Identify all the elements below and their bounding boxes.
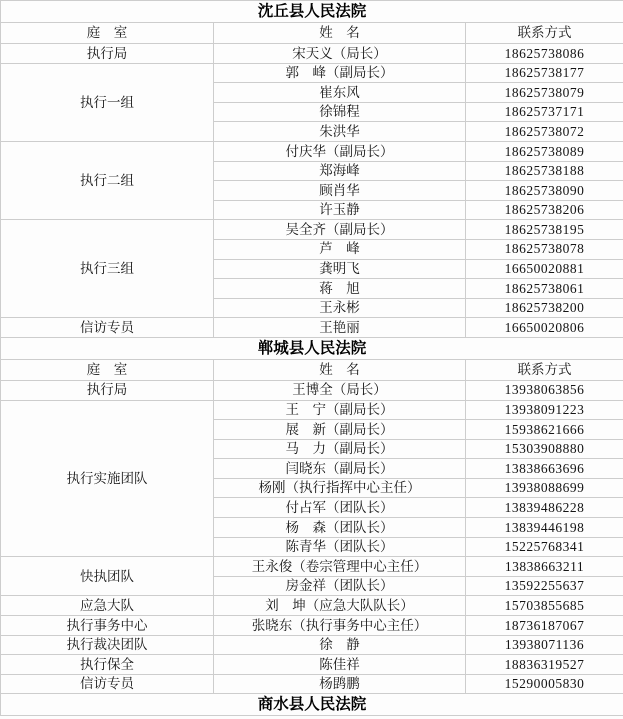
- department-cell: 执行事务中心: [1, 616, 214, 636]
- contact-row: [1, 635, 623, 655]
- phone-cell: 13938091223: [466, 400, 623, 420]
- contact-row: [1, 557, 623, 577]
- name-cell: 郭 峰（副局长）: [214, 63, 466, 83]
- name-cell: 刘 坤（应急大队队长）: [214, 596, 466, 616]
- phone-cell: 15703855685: [466, 596, 623, 616]
- department-cell: 信访专员: [1, 318, 214, 338]
- name-cell: 吴全齐（副局长）: [214, 220, 466, 240]
- phone-cell: 18625738188: [466, 161, 623, 181]
- phone-cell: 18625738200: [466, 298, 623, 318]
- name-cell: 顾肖华: [214, 181, 466, 201]
- contact-row: [1, 63, 623, 83]
- department-cell: 执行实施团队: [1, 400, 214, 557]
- name-cell: 许玉静: [214, 200, 466, 220]
- phone-cell: 13839446198: [466, 518, 623, 538]
- phone-cell: 13938088699: [466, 478, 623, 498]
- column-header-row: [1, 359, 623, 380]
- name-cell: 蒋 旭: [214, 279, 466, 299]
- department-cell: 执行三组: [1, 220, 214, 318]
- phone-cell: 18625738079: [466, 83, 623, 103]
- court-title: 沈丘县人民法院: [1, 1, 623, 23]
- header-department: 庭 室: [1, 23, 214, 44]
- name-cell: 王艳丽: [214, 318, 466, 338]
- phone-cell: 13839486228: [466, 498, 623, 518]
- contact-row: [1, 141, 623, 161]
- name-cell: 房金祥（团队长）: [214, 576, 466, 596]
- phone-cell: 15225768341: [466, 537, 623, 557]
- phone-cell: 18625738072: [466, 122, 623, 142]
- phone-cell: 18625738061: [466, 279, 623, 299]
- name-cell: 王 宁（副局长）: [214, 400, 466, 420]
- phone-cell: 18736187067: [466, 616, 623, 636]
- phone-cell: 18625738177: [466, 63, 623, 83]
- phone-cell: 18625737171: [466, 102, 623, 122]
- contact-table-body: [1, 1, 623, 716]
- header-contact: 联系方式: [466, 23, 623, 44]
- phone-cell: 18625738086: [466, 44, 623, 64]
- name-cell: 王永俊（卷宗管理中心主任）: [214, 557, 466, 577]
- name-cell: 朱洪华: [214, 122, 466, 142]
- phone-cell: 16650020806: [466, 318, 623, 338]
- phone-cell: 18625738078: [466, 239, 623, 259]
- court-title-row: [1, 1, 623, 23]
- phone-cell: 16650020881: [466, 259, 623, 279]
- phone-cell: 13938063856: [466, 380, 623, 400]
- header-department: 庭 室: [1, 359, 214, 380]
- column-header-row: [1, 23, 623, 44]
- contact-row: [1, 596, 623, 616]
- header-name: 姓 名: [214, 23, 466, 44]
- phone-cell: 18625738090: [466, 181, 623, 201]
- name-cell: 郑海峰: [214, 161, 466, 181]
- phone-cell: 18625738089: [466, 141, 623, 161]
- department-cell: 执行一组: [1, 63, 214, 141]
- department-cell: 执行局: [1, 44, 214, 64]
- court-title: 商水县人民法院: [1, 694, 623, 716]
- court-title-row: [1, 337, 623, 359]
- name-cell: 展 新（副局长）: [214, 420, 466, 440]
- department-cell: 快执团队: [1, 557, 214, 596]
- court-title-row: [1, 694, 623, 716]
- header-name: 姓 名: [214, 359, 466, 380]
- name-cell: 陈佳祥: [214, 655, 466, 675]
- name-cell: 杨刚（执行指挥中心主任）: [214, 478, 466, 498]
- contact-row: [1, 220, 623, 240]
- name-cell: 芦 峰: [214, 239, 466, 259]
- name-cell: 崔东风: [214, 83, 466, 103]
- department-cell: 信访专员: [1, 674, 214, 694]
- name-cell: 宋天义（局长）: [214, 44, 466, 64]
- contact-row: [1, 655, 623, 675]
- phone-cell: 15290005830: [466, 674, 623, 694]
- phone-cell: 13838663211: [466, 557, 623, 577]
- phone-cell: 15303908880: [466, 439, 623, 459]
- name-cell: 龚明飞: [214, 259, 466, 279]
- name-cell: 付庆华（副局长）: [214, 141, 466, 161]
- name-cell: 王永彬: [214, 298, 466, 318]
- name-cell: 王博全（局长）: [214, 380, 466, 400]
- header-contact: 联系方式: [466, 359, 623, 380]
- department-cell: 执行局: [1, 380, 214, 400]
- department-cell: 执行裁决团队: [1, 635, 214, 655]
- contact-row: [1, 380, 623, 400]
- contact-row: [1, 400, 623, 420]
- phone-cell: 18625738195: [466, 220, 623, 240]
- name-cell: 闫晓东（副局长）: [214, 459, 466, 479]
- department-cell: 执行保全: [1, 655, 214, 675]
- name-cell: 马 力（副局长）: [214, 439, 466, 459]
- name-cell: 杨鹍鹏: [214, 674, 466, 694]
- name-cell: 张晓东（执行事务中心主任）: [214, 616, 466, 636]
- phone-cell: 13938071136: [466, 635, 623, 655]
- court-title: 郸城县人民法院: [1, 337, 623, 359]
- contact-row: [1, 318, 623, 338]
- name-cell: 徐锦程: [214, 102, 466, 122]
- contact-row: [1, 44, 623, 64]
- name-cell: 付占军（团队长）: [214, 498, 466, 518]
- phone-cell: 15938621666: [466, 420, 623, 440]
- name-cell: 陈青华（团队长）: [214, 537, 466, 557]
- name-cell: 杨 森（团队长）: [214, 518, 466, 538]
- phone-cell: 18625738206: [466, 200, 623, 220]
- department-cell: 执行二组: [1, 141, 214, 219]
- contact-row: [1, 674, 623, 694]
- phone-cell: 13592255637: [466, 576, 623, 596]
- name-cell: 徐 静: [214, 635, 466, 655]
- phone-cell: 13838663696: [466, 459, 623, 479]
- department-cell: 应急大队: [1, 596, 214, 616]
- phone-cell: 18836319527: [466, 655, 623, 675]
- contact-row: [1, 616, 623, 636]
